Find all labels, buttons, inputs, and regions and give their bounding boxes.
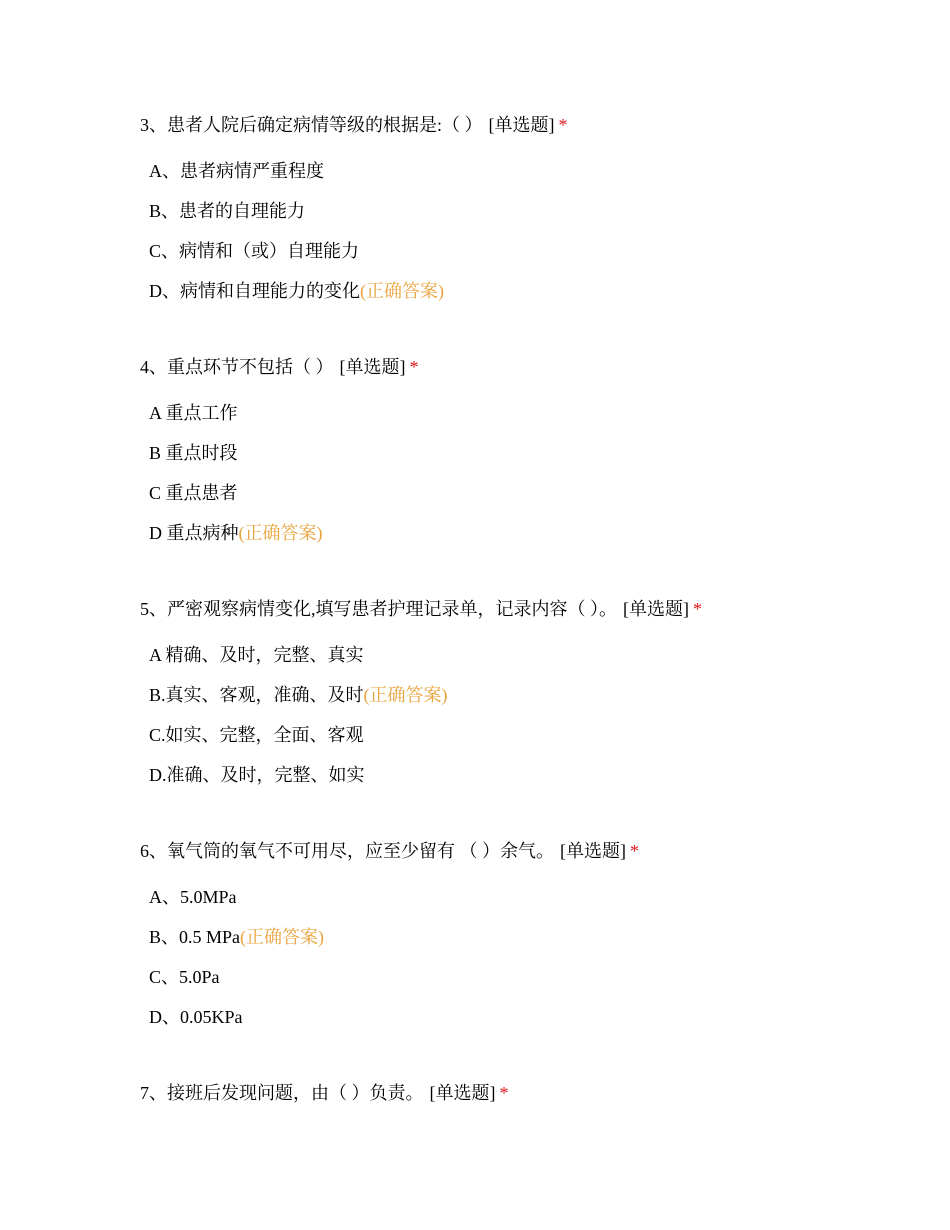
option-c[interactable] [149, 480, 950, 506]
option-c[interactable] [149, 964, 950, 990]
option-text: A、患者病情严重程度 [149, 161, 324, 181]
question-type-tag: [单选题] [623, 599, 689, 619]
correct-answer-tag: (正确答案) [238, 523, 323, 543]
option-text: A 精确、及时，完整、真实 [149, 645, 364, 665]
option-text: A 重点工作 [149, 403, 238, 423]
option-c[interactable] [149, 238, 950, 264]
option-d[interactable] [149, 278, 950, 304]
question-5 [140, 596, 950, 788]
option-d[interactable] [149, 1004, 950, 1030]
option-a[interactable] [149, 158, 950, 184]
question-title [140, 1080, 950, 1106]
option-text: C、5.0Pa [149, 967, 220, 987]
option-text: D、0.05KPa [149, 1007, 243, 1027]
option-list [149, 642, 950, 788]
option-a[interactable] [149, 642, 950, 668]
option-text: D、病情和自理能力的变化 [149, 281, 360, 301]
question-type-tag: [单选题] [429, 1083, 496, 1103]
required-marker: * [409, 357, 419, 377]
question-title [140, 838, 950, 864]
question-type-tag: [单选题] [339, 357, 406, 377]
option-list [149, 884, 950, 1030]
correct-answer-tag: (正确答案) [240, 927, 325, 947]
required-marker: * [558, 115, 568, 135]
option-d[interactable] [149, 762, 950, 788]
option-b[interactable] [149, 682, 950, 708]
option-text: C 重点患者 [149, 483, 238, 503]
question-text: 4、重点环节不包括（ ） [140, 357, 334, 377]
option-text: C.如实、完整，全面、客观 [149, 725, 364, 745]
option-c[interactable] [149, 722, 950, 748]
correct-answer-tag: (正确答案) [363, 685, 448, 705]
question-title [140, 112, 950, 138]
option-text: B 重点时段 [149, 443, 238, 463]
question-4 [140, 354, 950, 546]
option-b[interactable] [149, 198, 950, 224]
question-title [140, 596, 950, 622]
question-title [140, 354, 950, 380]
option-list [149, 400, 950, 546]
option-b[interactable] [149, 924, 950, 950]
option-text: D.准确、及时，完整、如实 [149, 765, 365, 785]
question-text: 6、氧气筒的氧气不可用尽，应至少留有 （ ）余气。 [140, 841, 554, 861]
question-text: 3、患者人院后确定病情等级的根据是:（ ） [140, 115, 483, 135]
question-7 [140, 1080, 950, 1106]
option-b[interactable] [149, 440, 950, 466]
option-text: C、病情和（或）自理能力 [149, 241, 360, 261]
question-type-tag: [单选题] [560, 841, 626, 861]
question-text: 5、严密观察病情变化,填写患者护理记录单，记录内容（ ）。 [140, 599, 617, 619]
question-type-tag: [单选题] [488, 115, 555, 135]
question-6 [140, 838, 950, 1030]
option-text: B、0.5 MPa [149, 927, 241, 947]
option-d[interactable] [149, 520, 950, 546]
required-marker: * [499, 1083, 509, 1103]
option-text: B.真实、客观，准确、及时 [149, 685, 364, 705]
option-text: B、患者的自理能力 [149, 201, 306, 221]
option-list [149, 158, 950, 304]
required-marker: * [630, 841, 639, 861]
option-text: A、5.0MPa [149, 887, 237, 907]
option-a[interactable] [149, 884, 950, 910]
option-text: D 重点病种 [149, 523, 239, 543]
question-3 [140, 112, 950, 304]
option-a[interactable] [149, 400, 950, 426]
required-marker: * [693, 599, 702, 619]
question-text: 7、接班后发现问题，由（ ）负责。 [140, 1083, 424, 1103]
correct-answer-tag: (正确答案) [360, 281, 444, 301]
